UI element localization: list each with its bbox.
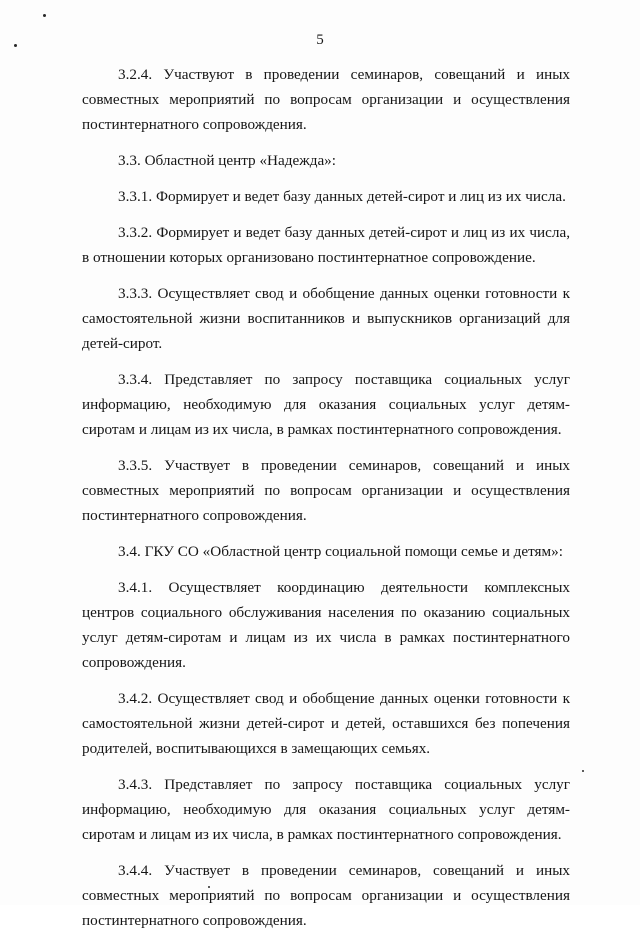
paragraph-3-4-2: 3.4.2. Осуществляет свод и обобщение данных оценки готовности к самостоятельной жизни детей-сирот и детей, оставшихся без попечения родителей, воспитывающихся в замещающих семьях. xyxy=(82,690,570,757)
paragraph-3-4-4: 3.4.4. Участвует в проведении семинаров, совещаний и иных совместных мероприятий по вопросам организации и осуществления постинтернатного сопровождения. xyxy=(82,862,570,929)
scan-speck xyxy=(43,14,46,17)
paragraph-3-3-1: 3.3.1. Формирует и ведет базу данных детей-сирот и лиц из их числа. xyxy=(118,188,566,205)
paragraph-3-3-2: 3.3.2. Формирует и ведет базу данных детей-сирот и лиц из их числа, в отношении которых организовано постинтернатное сопровождение. xyxy=(82,224,570,266)
document-body xyxy=(82,62,570,944)
paragraph-3-3-5: 3.3.5. Участвует в проведении семинаров, совещаний и иных совместных мероприятий по вопросам организации и осуществления постинтернатного сопровождения. xyxy=(82,457,570,524)
scan-speck xyxy=(582,770,584,772)
paragraph-3-4-3: 3.4.3. Представляет по запросу поставщика социальных услуг информацию, необходимую для оказания социальных услуг детям-сиротам и лицам из их числа, в рамках постинтернатного сопровождения. xyxy=(82,776,570,843)
paragraph-3-4-1: 3.4.1. Осуществляет координацию деятельности комплексных центров социального обслуживания населения по оказанию социальных услуг детям-сиротам и лицам из их числа в рамках постинтернатного сопровождения. xyxy=(82,579,570,671)
paragraph-3-3-heading: 3.3. Областной центр «Надежда»: xyxy=(118,152,336,169)
page-number: 5 xyxy=(316,32,324,48)
paragraph-3-3-3: 3.3.3. Осуществляет свод и обобщение данных оценки готовности к самостоятельной жизни воспитанников и выпускников организаций для детей-сирот. xyxy=(82,285,570,352)
paragraph-3-4-heading: 3.4. ГКУ СО «Областной центр социальной помощи семье и детям»: xyxy=(118,543,563,560)
paragraph-3-3-4: 3.3.4. Представляет по запросу поставщика социальных услуг информацию, необходимую для оказания социальных услуг детям-сиротам и лицам из их числа, в рамках постинтернатного сопровождения. xyxy=(82,371,570,438)
paragraph-3-2-4: 3.2.4. Участвуют в проведении семинаров, совещаний и иных совместных мероприятий по вопросам организации и осуществления постинтернатного сопровождения. xyxy=(82,66,570,133)
